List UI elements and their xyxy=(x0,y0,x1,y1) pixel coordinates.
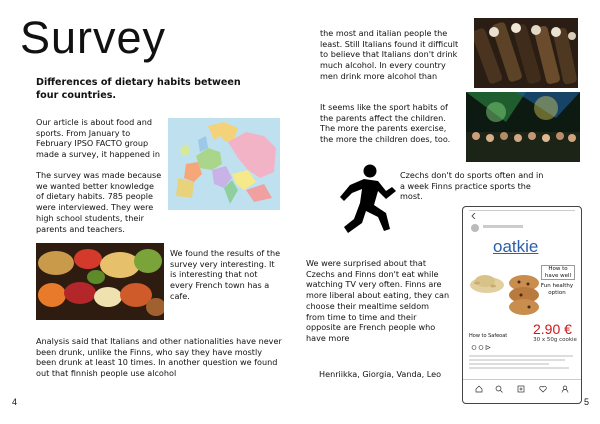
ad-tag-1: How to have well xyxy=(541,265,575,280)
analysis-paragraph: Analysis said that Italians and other nationalities have never been drunk, unlike the Finns, who say they have mostly been drunk at least 10 times. In another question we found out that finnish people use alcohol xyxy=(36,336,282,379)
heart-icon xyxy=(539,385,547,393)
czech-finn-paragraph: Czechs don't do sports often and in a week Finns practice sports the most. xyxy=(400,170,544,202)
home-icon xyxy=(475,385,483,393)
profile-icon xyxy=(561,385,569,393)
results-paragraph: We found the results of the survey very interesting. It is interesting that not every French town has a cafe. xyxy=(170,248,281,301)
caption-line-2 xyxy=(469,359,565,361)
how-to-label: How to Safeoat xyxy=(469,333,508,339)
caption-line-3 xyxy=(469,363,549,365)
back-arrow-icon xyxy=(471,213,477,219)
page-title: Survey xyxy=(20,12,167,63)
tv-eating-paragraph: We were surprised about that Czechs and Finns don't eat while watching TV very often. Finns are more liberal about eating, they can choose their mealtime seldom from time to time and their opposite are French people who have more xyxy=(306,258,450,343)
food-photo xyxy=(36,243,164,320)
caption-line-4 xyxy=(469,367,569,369)
stadium-crowd-photo xyxy=(466,92,580,162)
alcohol-continued-paragraph: the most and italian people the least. Still Italians found it difficult to believe that Italians don't drink much alcohol. In every country men drink more alcohol than xyxy=(320,28,459,81)
price-label: 2.90 € xyxy=(533,321,572,337)
avatar xyxy=(471,224,479,232)
search-icon xyxy=(495,385,503,393)
intro-paragraph: Our article is about food and sports. From January to February IPSO FACTO group made a survey, it happened in xyxy=(36,117,160,160)
purpose-paragraph: The survey was made because we wanted better knowledge of dietary habits. 785 people were interviewed. They were high school students, their parents and teachers. xyxy=(36,170,162,234)
account-name-placeholder xyxy=(483,225,523,228)
nav-divider xyxy=(463,379,581,380)
caption-line-1 xyxy=(469,355,573,357)
europe-map-image xyxy=(168,118,280,210)
cookies-image xyxy=(507,273,541,317)
page-number-right: 5 xyxy=(584,397,590,407)
article-subtitle: Differences of dietary habits between four countries. xyxy=(36,77,241,101)
price-note: 30 x 50g cookie xyxy=(533,337,577,343)
sport-habits-paragraph: It seems like the sport habits of the parents affect the children. The more the parents exercise, the more the children does, too. xyxy=(320,102,451,145)
oats-image xyxy=(469,267,505,293)
page-number-left: 4 xyxy=(12,397,18,407)
post-actions xyxy=(471,345,507,350)
runner-silhouette-icon xyxy=(334,163,400,241)
brand-logo: oatkie xyxy=(493,237,539,256)
add-post-icon xyxy=(517,385,525,393)
authors-line: Henriikka, Giorgia, Vanda, Leo xyxy=(319,369,442,379)
status-bar-line xyxy=(469,210,575,211)
ad-tag-2: Fun healthy option xyxy=(540,283,574,296)
phone-ad-mockup xyxy=(462,206,582,404)
bottles-photo xyxy=(474,18,578,88)
